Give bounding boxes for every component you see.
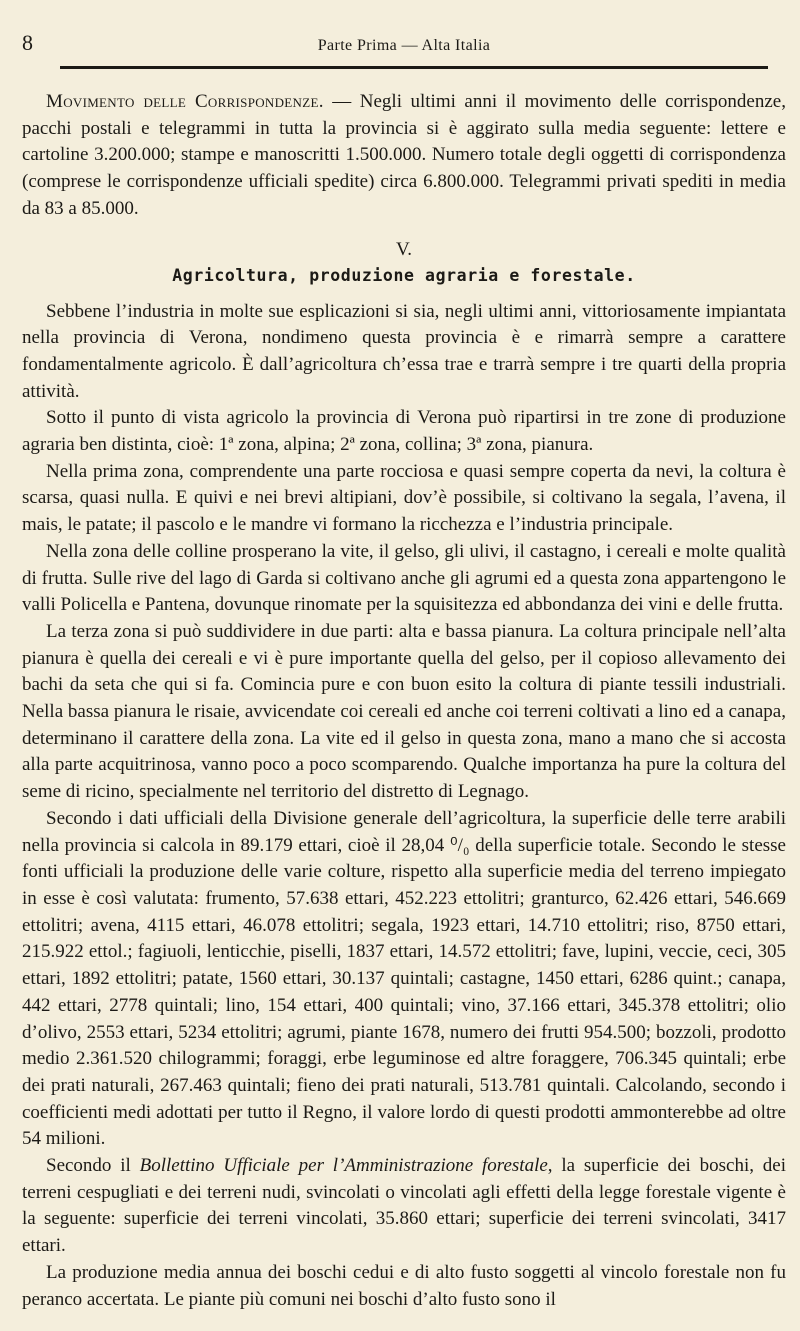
- intro-paragraph: [22, 89, 786, 223]
- paragraph: Nella zona delle colline prosperano la vite, il gelso, gli ulivi, il castagno, i cereali e molte qualità di frutta. Sulle rive del lago di Garda si coltivano anche gli agrumi ed a questa zona appartengono le valli Policella e Pantena, dovunque rinomate per la squisitezza ed abbondanza dei vini e delle frutta.: [22, 540, 786, 616]
- header-rule: [60, 66, 768, 69]
- bulletin-title: Bollettino Ufficiale per l’Amministrazione forestale: [139, 1155, 548, 1177]
- paragraph: La terza zona si può suddividere in due parti: alta e bassa pianura. La coltura principale nell’alta pianura è quella dei cereali e vi è pure importante quella del gelso, per il copioso allevamento dei bachi da seta che qui si fa. Comincia pure e con buon esito la coltura di piante tessili industriali. Nella bassa pianura le risaie, avvicendate coi cereali ed anche coi terreni coltivati a lino ed a canapa, determinano il carattere della zona. La vite ed il gelso in questa zona, mano a mano che si accosta alla parte acquitrinosa, vanno poco a poco scomparendo. Qualche importanza ha pure la coltura del seme di ricino, specialmente nel territorio del distretto di Legnago.: [22, 620, 786, 803]
- body-text: [22, 89, 786, 1313]
- paragraph: Sebbene l’industria in molte sue esplicazioni si sia, negli ultimi anni, vittoriosamente impiantata nella provincia di Verona, nondimeno questa provincia è e rimarrà sempre a carattere fondamentalmente agricolo. È dall’agricoltura ch’essa trae e trarrà sempre i tre quarti della propria attività.: [22, 300, 786, 402]
- paragraph: Secondo i dati ufficiali della Divisione generale dell’agricoltura, la superficie delle terre arabili nella provincia si calcola in 89.179 ettari, cioè il 28,04 ⁰/₀ della superficie totale. Secondo le stesse fonti ufficiali la produzione delle varie colture, rispetto alla superficie media del terreno impiegato in esse è così valutata: frumento, 57.638 ettari, 452.223 ettolitri; granturco, 62.426 ettari, 546.669 ettolitri; avena, 4115 ettari, 46.078 ettolitri; segala, 1923 ettari, 14.710 ettolitri; riso, 8750 ettari, 215.922 ettol.; fagiuoli, lenticchie, piselli, 1837 ettari, 14.572 ettolitri; fave, lupini, veccie, ceci, 305 ettari, 1892 ettolitri; patate, 1560 ettari, 30.137 quintali; castagne, 1450 ettari, 6286 quint.; canapa, 442 ettari, 2778 quintali; lino, 154 ettari, 400 quintali; vino, 37.166 ettari, 345.378 ettolitri; olio d’olivo, 2553 ettari, 5234 ettolitri; agrumi, piante 1678, numero dei frutti 954.500; bozzoli, prodotto medio 2.361.520 chilogrammi; foraggi, erbe leguminose ed altre foraggere, 706.345 quintali; erbe dei prati naturali, 267.463 quintali; fieno dei prati naturali, 513.781 quintali. Calcolando, secondo i coefficienti medi adottati per tutto il Regno, il valore lordo di questi prodotti ammonterebbe ad oltre 54 milioni.: [22, 807, 786, 1150]
- running-head: Parte Prima — Alta Italia: [317, 37, 491, 54]
- paragraph: Nella prima zona, comprendente una parte rocciosa e quasi sempre coperta da nevi, la coltura è scarsa, quasi nulla. E quivi e nei brevi altipiani, dov’è possibile, si coltivano la segala, l’avena, il mais, le patate; il pascolo e le mandre vi formano la ricchezza e l’industria principale.: [22, 460, 786, 536]
- section-title: Agricoltura, produzione agraria e forestale.: [172, 265, 636, 285]
- page-number: 8: [22, 30, 33, 55]
- paragraph-text: Secondo il: [46, 1155, 140, 1177]
- paragraph-text: , la superficie dei boschi, dei terreni cespugliati e dei terreni nudi, svincolati o vincolati agli effetti della legge forestale vigente è la seguente: superficie dei terreni vincolati, 35.860 ettari; superficie dei terreni svincolati, 3417 ettari.: [22, 1155, 786, 1257]
- paragraph: La produzione media annua dei boschi cedui e di alto fusto soggetti al vincolo forestale non fu peranco accertata. Le piante più comuni nei boschi d’alto fusto sono il: [22, 1261, 786, 1310]
- section-number: V.: [395, 238, 413, 260]
- paragraph: [22, 1153, 786, 1260]
- intro-heading: Movimento delle Corrispondenze.: [46, 91, 324, 112]
- page-header: [22, 0, 786, 60]
- intro-text: — Negli ultimi anni il movimento delle corrispondenze, pacchi postali e telegrammi in tutta la provincia si è aggirato sulla media seguente: lettere e cartoline 3.200.000; stampe e manoscritti 1.500.000. Numero totale degli oggetti di corrispondenza (comprese le corrispondenze ufficiali spedite) circa 6.800.000. Telegrammi privati spediti in media da 83 a 85.000.: [22, 91, 786, 219]
- paragraph: Sotto il punto di vista agricolo la provincia di Verona può ripartirsi in tre zone di produzione agraria ben distinta, cioè: 1ª zona, alpina; 2ª zona, collina; 3ª zona, pianura.: [22, 407, 786, 456]
